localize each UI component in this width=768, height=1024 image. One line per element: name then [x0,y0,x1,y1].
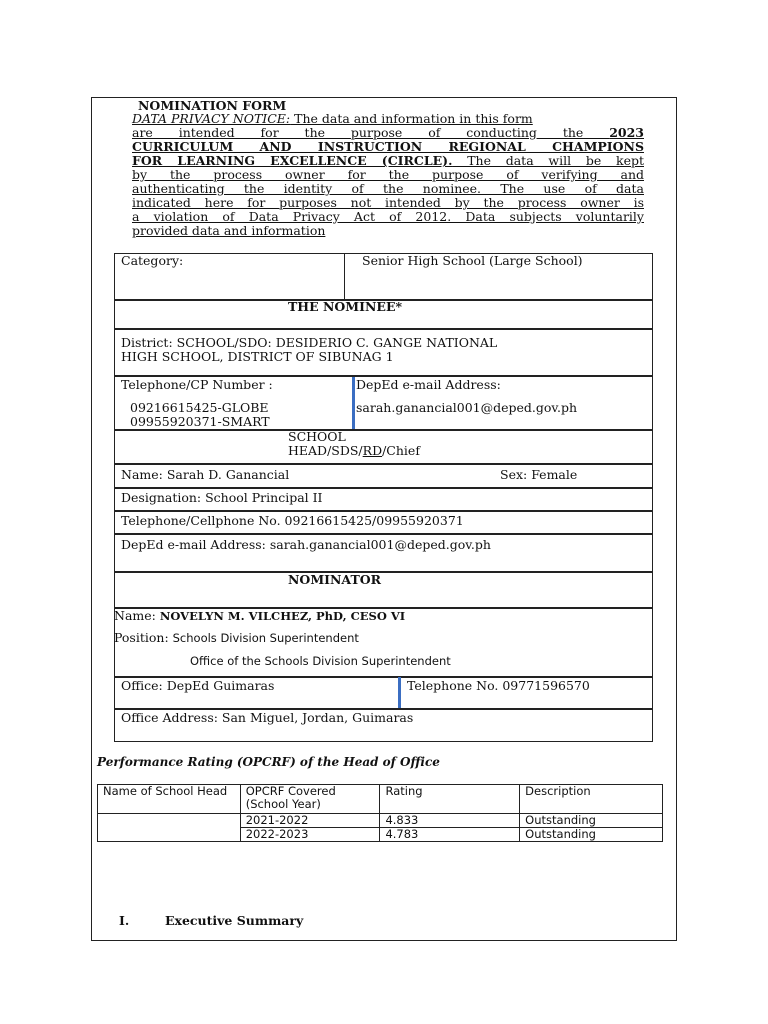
phone-globe: 09216615425-GLOBE [130,400,269,415]
header-cell: Rating [380,785,520,814]
header-cell: OPCRF Covered (School Year) [240,785,380,814]
table-row [98,814,663,828]
table-cell: 2021-2022 [240,814,380,828]
form-title: NOMINATION FORM [138,98,287,113]
nominator-office: Office: DepEd Guimaras [121,678,275,693]
table-cell: 4.783 [380,828,520,842]
table-cell: Outstanding [520,828,663,842]
district-line-2: HIGH SCHOOL, DISTRICT OF SIBUNAG 1 [121,349,394,364]
nominator-telephone: Telephone No. 09771596570 [407,678,590,693]
role-line-1: SCHOOL [288,429,346,444]
nominee-sex: Sex: Female [500,467,578,482]
table-cell [98,828,241,842]
cell-divider [398,677,401,709]
nominee-telephone: Telephone/Cellphone No. 09216615425/09955920371 [121,513,464,528]
phone-label: Telephone/CP Number : [121,377,273,392]
table-cell: 2022-2023 [240,828,380,842]
phone-smart: 09955920371-SMART [130,414,270,429]
nominator-address: Office Address: San Miguel, Jordan, Guimaras [121,710,414,725]
nominator-office-unit: Office of the Schools Division Superintendent [190,654,451,668]
performance-title: Performance Rating (OPCRF) of the Head of Office [97,755,440,769]
table-cell [98,814,241,828]
nominator-position: Position: Schools Division Superintendent [114,630,359,645]
header-cell: Name of School Head [98,785,241,814]
performance-table [97,784,663,842]
nominee-heading: THE NOMINEE* [288,299,403,314]
table-row [98,828,663,842]
nominee-name: Name: Sarah D. Ganancial [121,467,290,482]
nominee-deped-email: DepEd e-mail Address: sarah.ganancial001@deped.gov.ph [121,537,491,552]
header-cell: Description [520,785,663,814]
email-label: DepEd e-mail Address: [356,377,501,392]
section-title: Executive Summary [165,913,304,928]
table-header-row [98,785,663,814]
role-line-2: HEAD/SDS/RD/Chief [288,443,420,458]
district-line-1: District: SCHOOL/SDO: DESIDERIO C. GANGE NATIONAL [121,335,498,350]
table-cell: Outstanding [520,814,663,828]
nominee-designation: Designation: School Principal II [121,490,323,505]
section-number: I. [119,913,130,928]
cell-divider [352,377,355,429]
nominator-heading: NOMINATOR [288,572,382,587]
nominator-name: Name: NOVELYN M. VILCHEZ, PhD, CESO VI [114,608,406,623]
table-cell: 4.833 [380,814,520,828]
category-label: Category: [121,253,184,268]
privacy-notice-label: DATA PRIVACY NOTICE: [132,111,291,126]
category-value: Senior High School (Large School) [362,253,583,268]
privacy-notice: DATA PRIVACY NOTICE: The data and information in this form are intended for the purpose of conducting the 2023 CURRICULUM AND INSTRUCTION REGIONAL CHAMPIONS FOR LEARNING EXCELLENCE (CIRCLE). The data will be kept by the process owner for the purpose of verifying and authenticating the identity of the nominee. The use of data indicated here for purposes not intended by the process owner is a violation of Data Privacy Act of 2012. Data subjects voluntarily provided data and information [132,111,644,238]
email-value: sarah.ganancial001@deped.gov.ph [356,400,578,415]
